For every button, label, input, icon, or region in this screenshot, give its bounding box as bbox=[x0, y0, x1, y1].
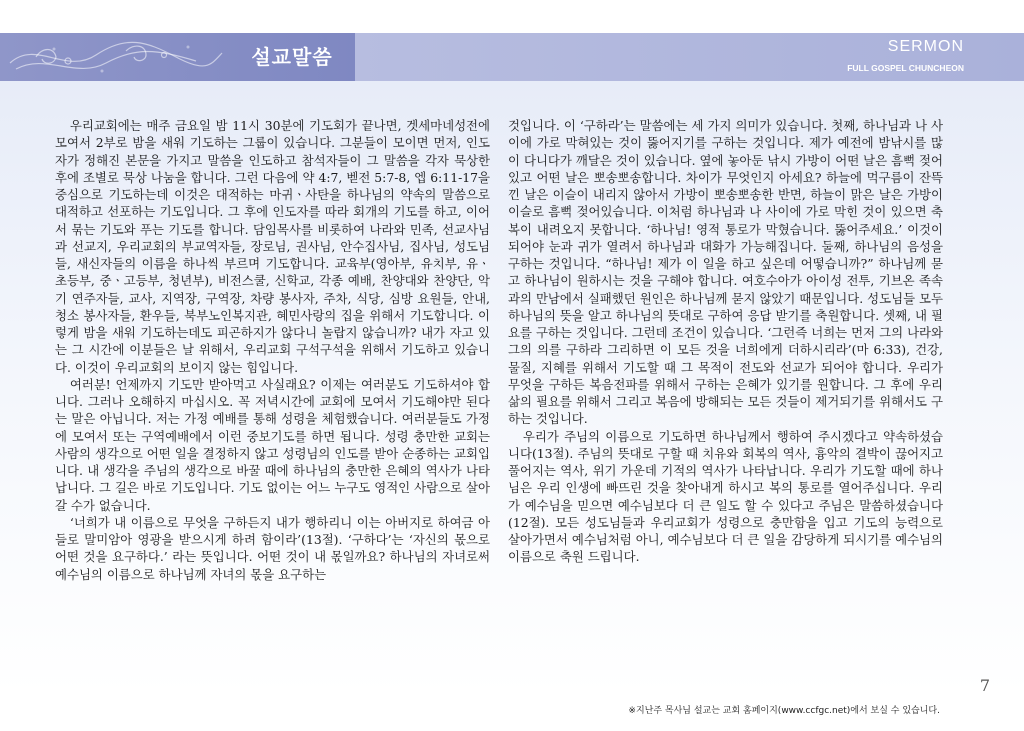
left-text-column bbox=[55, 117, 490, 583]
page-number: 7 bbox=[979, 676, 990, 695]
page-title: 설교말씀 bbox=[251, 45, 333, 69]
paragraph: 우리교회에는 매주 금요일 밤 11시 30분에 기도회가 끝나면, 겟세마네성전에 모여서 2부로 밤을 새워 기도하는 그룹이 있습니다. 그분들이 모이면 먼저, 인도자가 정해진 본문을 가지고 말씀을 인도하고 참석자들이 그 말씀을 각자 묵상한 후에 조별로 묵상 나눔을 합니다. 그런 다음에 약 4:7, 벧전 5:7-8, 엡 6:11-17을 중심으로 기도하는데 이것은 대적하는 마귀ㆍ사탄을 하나님의 약속의 말씀으로 대적하고 선포하는 기도입니다. 그 후에 인도자를 따라 회개의 기도를 하고, 이어서 묶는 기도와 푸는 기도를 합니다. 담임목사를 비롯하여 나라와 민족, 선교사님과 선교지, 우리교회의 부교역자들, 장로님, 권사님, 안수집사님, 집사님, 성도님들, 새신자들의 이름을 하나씩 부르며 기도합니다. 교육부(영아부, 유치부, 유ㆍ초등부, 중ㆍ고등부, 청년부), 비전스쿨, 신학교, 각종 예배, 찬양대와 찬양단, 악기 연주자들, 교사, 지역장, 구역장, 차량 봉사자, 주차, 식당, 심방 요원들, 안내, 청소 봉사자들, 환우들, 북부노인복지관, 혜민사랑의 집을 위해서 기도합니다. 이렇게 밤을 새워 기도하는데도 피곤하지가 않다니 놀랍지 않습니까? 내가 자고 있는 그 시간에 이분들은 날 위해서, 우리교회 구석구석을 위해서 기도하고 있습니다. 이것이 우리교회의 보이지 않는 힘입니다. bbox=[55, 118, 490, 375]
right-text-column bbox=[508, 117, 943, 566]
page-header bbox=[0, 33, 1024, 81]
paragraph: 우리가 주님의 이름으로 기도하면 하나님께서 행하여 주시겠다고 약속하셨습니다(13절). 주님의 뜻대로 구할 때 치유와 회복의 역사, 흉악의 결박이 끊어지고 풀어지는 역사, 위기 가운데 기적의 역사가 나타납니다. 우리가 기도할 때에 하나님은 우리 인생에 빠뜨린 것을 찾아내게 하시고 복의 통로를 열어주십니다. 우리가 예수님을 믿으면 예수님보다 더 큰 일도 할 수 있다고 주님은 말씀하셨습니다(12절). 모든 성도님들과 우리교회가 성령으로 충만함을 입고 기도의 능력으로 살아가면서 예수님처럼 아니, 예수님보다 더 큰 일을 감당하게 되시기를 예수님의 이름으로 축원 드립니다. bbox=[508, 428, 943, 565]
footer-note: ※지난주 목사님 설교는 교회 홈페이지(www.ccfgc.net)에서 보실 수 있습니다. bbox=[628, 706, 940, 716]
sermon-label: SERMON bbox=[887, 38, 964, 55]
paragraph: ‘너희가 내 이름으로 무엇을 구하든지 내가 행하리니 이는 아버지로 하여금 아들로 말미암아 영광을 받으시게 하려 함이라’(13절). ‘구하다’는 ‘자신의 몫으로 어떤 것을 요구하다.’ 라는 뜻입니다. 어떤 것이 내 몫일까요? 하나님의 자녀로써 예수님의 이름으로 하나님께 자녀의 몫을 요구하는 bbox=[55, 514, 490, 582]
sermon-body bbox=[0, 81, 1024, 695]
header-info-band bbox=[355, 33, 1024, 81]
church-name-label: FULL GOSPEL CHUNCHEON bbox=[847, 63, 964, 73]
decorative-flourish-icon bbox=[6, 35, 226, 79]
header-title-band bbox=[0, 33, 355, 81]
paragraph: 것입니다. 이 ‘구하라’는 말씀에는 세 가지 의미가 있습니다. 첫째, 하나님과 나 사이에 가로 막혀있는 것이 뚫어지기를 구하는 것입니다. 제가 예전에 밤낚시를 많이 다니다가 깨달은 것이 있습니다. 옆에 놓아둔 낚시 가방이 어떤 날은 흠뻑 젖어 있고 어떤 날은 뽀송뽀송합니다. 차이가 무엇인지 아세요? 하늘에 먹구름이 잔뜩 낀 날은 이슬이 내리지 않아서 가방이 뽀송뽀송한 반면, 하늘이 맑은 날은 가방이 이슬로 흠뻑 젖어있습니다. 이처럼 하나님과 나 사이에 가로 막힌 것이 있으면 축복이 내려오지 못합니다. ‘하나님! 영적 통로가 막혔습니다. 뚫어주세요.’ 이것이 되어야 눈과 귀가 열려서 하나님과 대화가 가능해집니다. 둘째, 하나님의 음성을 구하는 것입니다. “하나님! 제가 이 일을 하고 싶은데 어떻습니까?” 하나님께 묻고 하나님이 원하시는 것을 구해야 합니다. 여호수아가 아이성 전투, 기브온 족속과의 만남에서 실패했던 원인은 하나님께 묻지 않았기 때문입니다. 성도님들 모두 하나님의 뜻을 알고 하나님의 뜻대로 구하여 응답 받기를 축원합니다. 셋째, 내 필요를 구하는 것입니다. 그런데 조건이 있습니다. ‘그런즉 너희는 먼저 그의 나라와 그의 의를 구하라 그리하면 이 모든 것을 너희에게 더하시리라’(마 6:33), 건강, 물질, 지혜를 위해서 기도할 때 그 목적이 전도와 선교가 되어야 합니다. 우리가 무엇을 구하든 복음전파를 위해서 구하는 은혜가 있기를 원합니다. 그 후에 우리 삶의 필요를 위해서 그리고 복음에 방해되는 모든 것들이 제거되기를 위해서도 구하는 것입니다. bbox=[508, 118, 943, 427]
paragraph: 여러분! 언제까지 기도만 받아먹고 사실래요? 이제는 여러분도 기도하셔야 합니다. 그러나 오해하지 마십시오. 꼭 저녁시간에 교회에 모여서 기도해야만 된다는 말은 아닙니다. 저는 가정 예배를 통해 성령을 체험했습니다. 여러분들도 가정에 모여서 또는 구역예배에서 이런 중보기도를 하면 됩니다. 성령 충만한 교회는 사람의 생각으로 어떤 일을 결정하지 않고 성령님의 인도를 받아 순종하는 교회입니다. 내 생각을 주님의 생각으로 바꿀 때에 하나님의 충만한 은혜의 역사가 나타납니다. 그 길은 바로 기도입니다. 기도 없이는 어느 누구도 영적인 사람으로 살아갈 수가 없습니다. bbox=[55, 376, 490, 513]
